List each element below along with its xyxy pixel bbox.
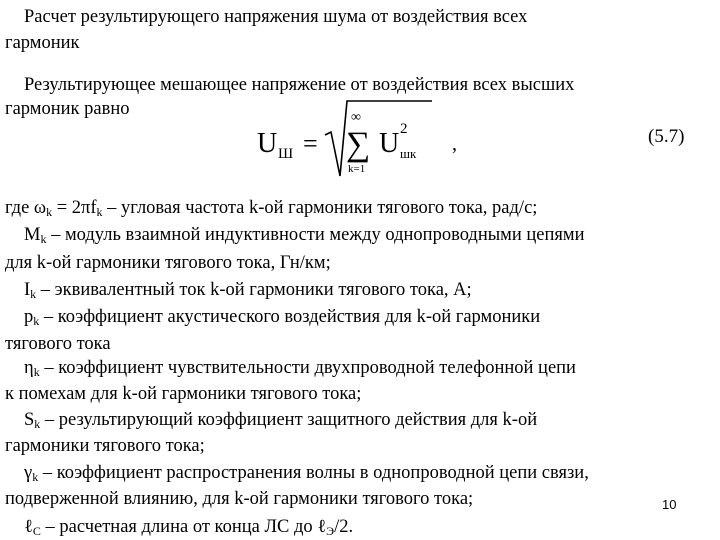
definition-symbol: γ	[24, 463, 33, 483]
formula-equals: =	[303, 129, 318, 158]
formula-term-sup: 2	[400, 121, 408, 137]
definition-symbol-sub: k	[32, 470, 39, 484]
definition-symbol: M	[24, 225, 41, 245]
definition-symbol: S	[24, 410, 35, 430]
title-line-2: гармоник	[5, 33, 80, 53]
definition-continuation: подверженной влиянию, для k-ой гармоники тягового тока;	[5, 489, 474, 509]
sum-sign: ∑	[346, 126, 371, 163]
definition-symbol-sub: k	[33, 365, 40, 379]
definition-symbol-sub: k	[33, 314, 40, 328]
definition-symbol-sub: k	[34, 417, 41, 431]
definition-symbol: I	[24, 280, 31, 300]
definition-text: – результирующий коэффициент защитного действия для k-ой	[40, 410, 538, 430]
definition-line	[24, 306, 540, 328]
definition-symbol: ℓ	[24, 517, 33, 537]
definition-continuation: для k-ой гармоники тягового тока, Гн/км;	[5, 253, 331, 273]
definition-symbol: p	[24, 307, 34, 327]
definition-text: – коэффициент распространения волны в однопроводной цепи связи,	[38, 463, 589, 483]
formula-comma: ,	[452, 133, 457, 155]
definition-symbol-sub: k	[40, 232, 47, 246]
definition-text: – модуль взаимной индуктивности между однопроводными цепями	[46, 225, 585, 245]
definition-text-sub: k	[96, 205, 103, 219]
definition-symbol-sub: С	[32, 524, 41, 538]
page-number: 10	[662, 497, 677, 512]
definition-text: – эквивалентный ток k-ой гармоники тягового тока, А;	[36, 280, 472, 300]
formula-number: (5.7)	[648, 126, 685, 147]
formula-lhs: U	[257, 128, 278, 159]
definition-line	[5, 488, 473, 510]
definition-continuation: гармоники тягового тока;	[5, 436, 205, 456]
formula-term: U	[379, 128, 400, 159]
definition-line	[24, 224, 585, 246]
definition-line	[5, 435, 205, 457]
formula-term-sub: шк	[400, 146, 417, 161]
definition-prefix: где	[5, 198, 34, 218]
title-line-1: Расчет результирующего напряжения шума от воздействия всех	[24, 7, 528, 27]
definition-line	[24, 409, 537, 431]
definition-text: – расчетная длина от конца ЛС до ℓ	[40, 517, 327, 537]
definition-continuation: к помехам для k-ой гармоники тягового тока;	[5, 384, 362, 404]
definition-continuation: тягового тока	[5, 334, 111, 354]
definition-text: = 2πf	[52, 198, 97, 218]
definition-line	[5, 383, 361, 405]
formula-lhs-sub: Ш	[278, 146, 294, 162]
definition-line	[24, 279, 472, 301]
sum-upper-limit: ∞	[351, 110, 361, 125]
definition-symbol: ω	[33, 198, 47, 218]
formula-5-7	[0, 0, 720, 190]
definition-line	[5, 333, 111, 355]
definition-symbol-sub: k	[46, 205, 53, 219]
definition-symbol-sub: k	[30, 287, 37, 301]
sum-lower-limit: k=1	[348, 163, 366, 175]
intro-line-1: Результирующее мешающее напряжение от воздействия всех высших	[24, 75, 575, 95]
intro-line-2: гармоник равно	[5, 99, 130, 119]
definition-text: – коэффициент акустического воздействия для k-ой гармоники	[39, 307, 541, 327]
definition-text-tail: /2.	[334, 517, 354, 537]
definition-line	[24, 357, 576, 379]
definition-line	[5, 252, 331, 274]
definition-text-sub: Э	[326, 524, 335, 538]
definition-line	[24, 516, 353, 538]
definition-text-tail: – угловая частота k-ой гармоники тягового тока, рад/с;	[102, 198, 538, 218]
definition-symbol: η	[24, 358, 34, 378]
definition-text: – коэффициент чувствительности двухпроводной телефонной цепи	[39, 358, 576, 378]
definition-line	[5, 197, 537, 219]
definition-line	[24, 462, 589, 484]
